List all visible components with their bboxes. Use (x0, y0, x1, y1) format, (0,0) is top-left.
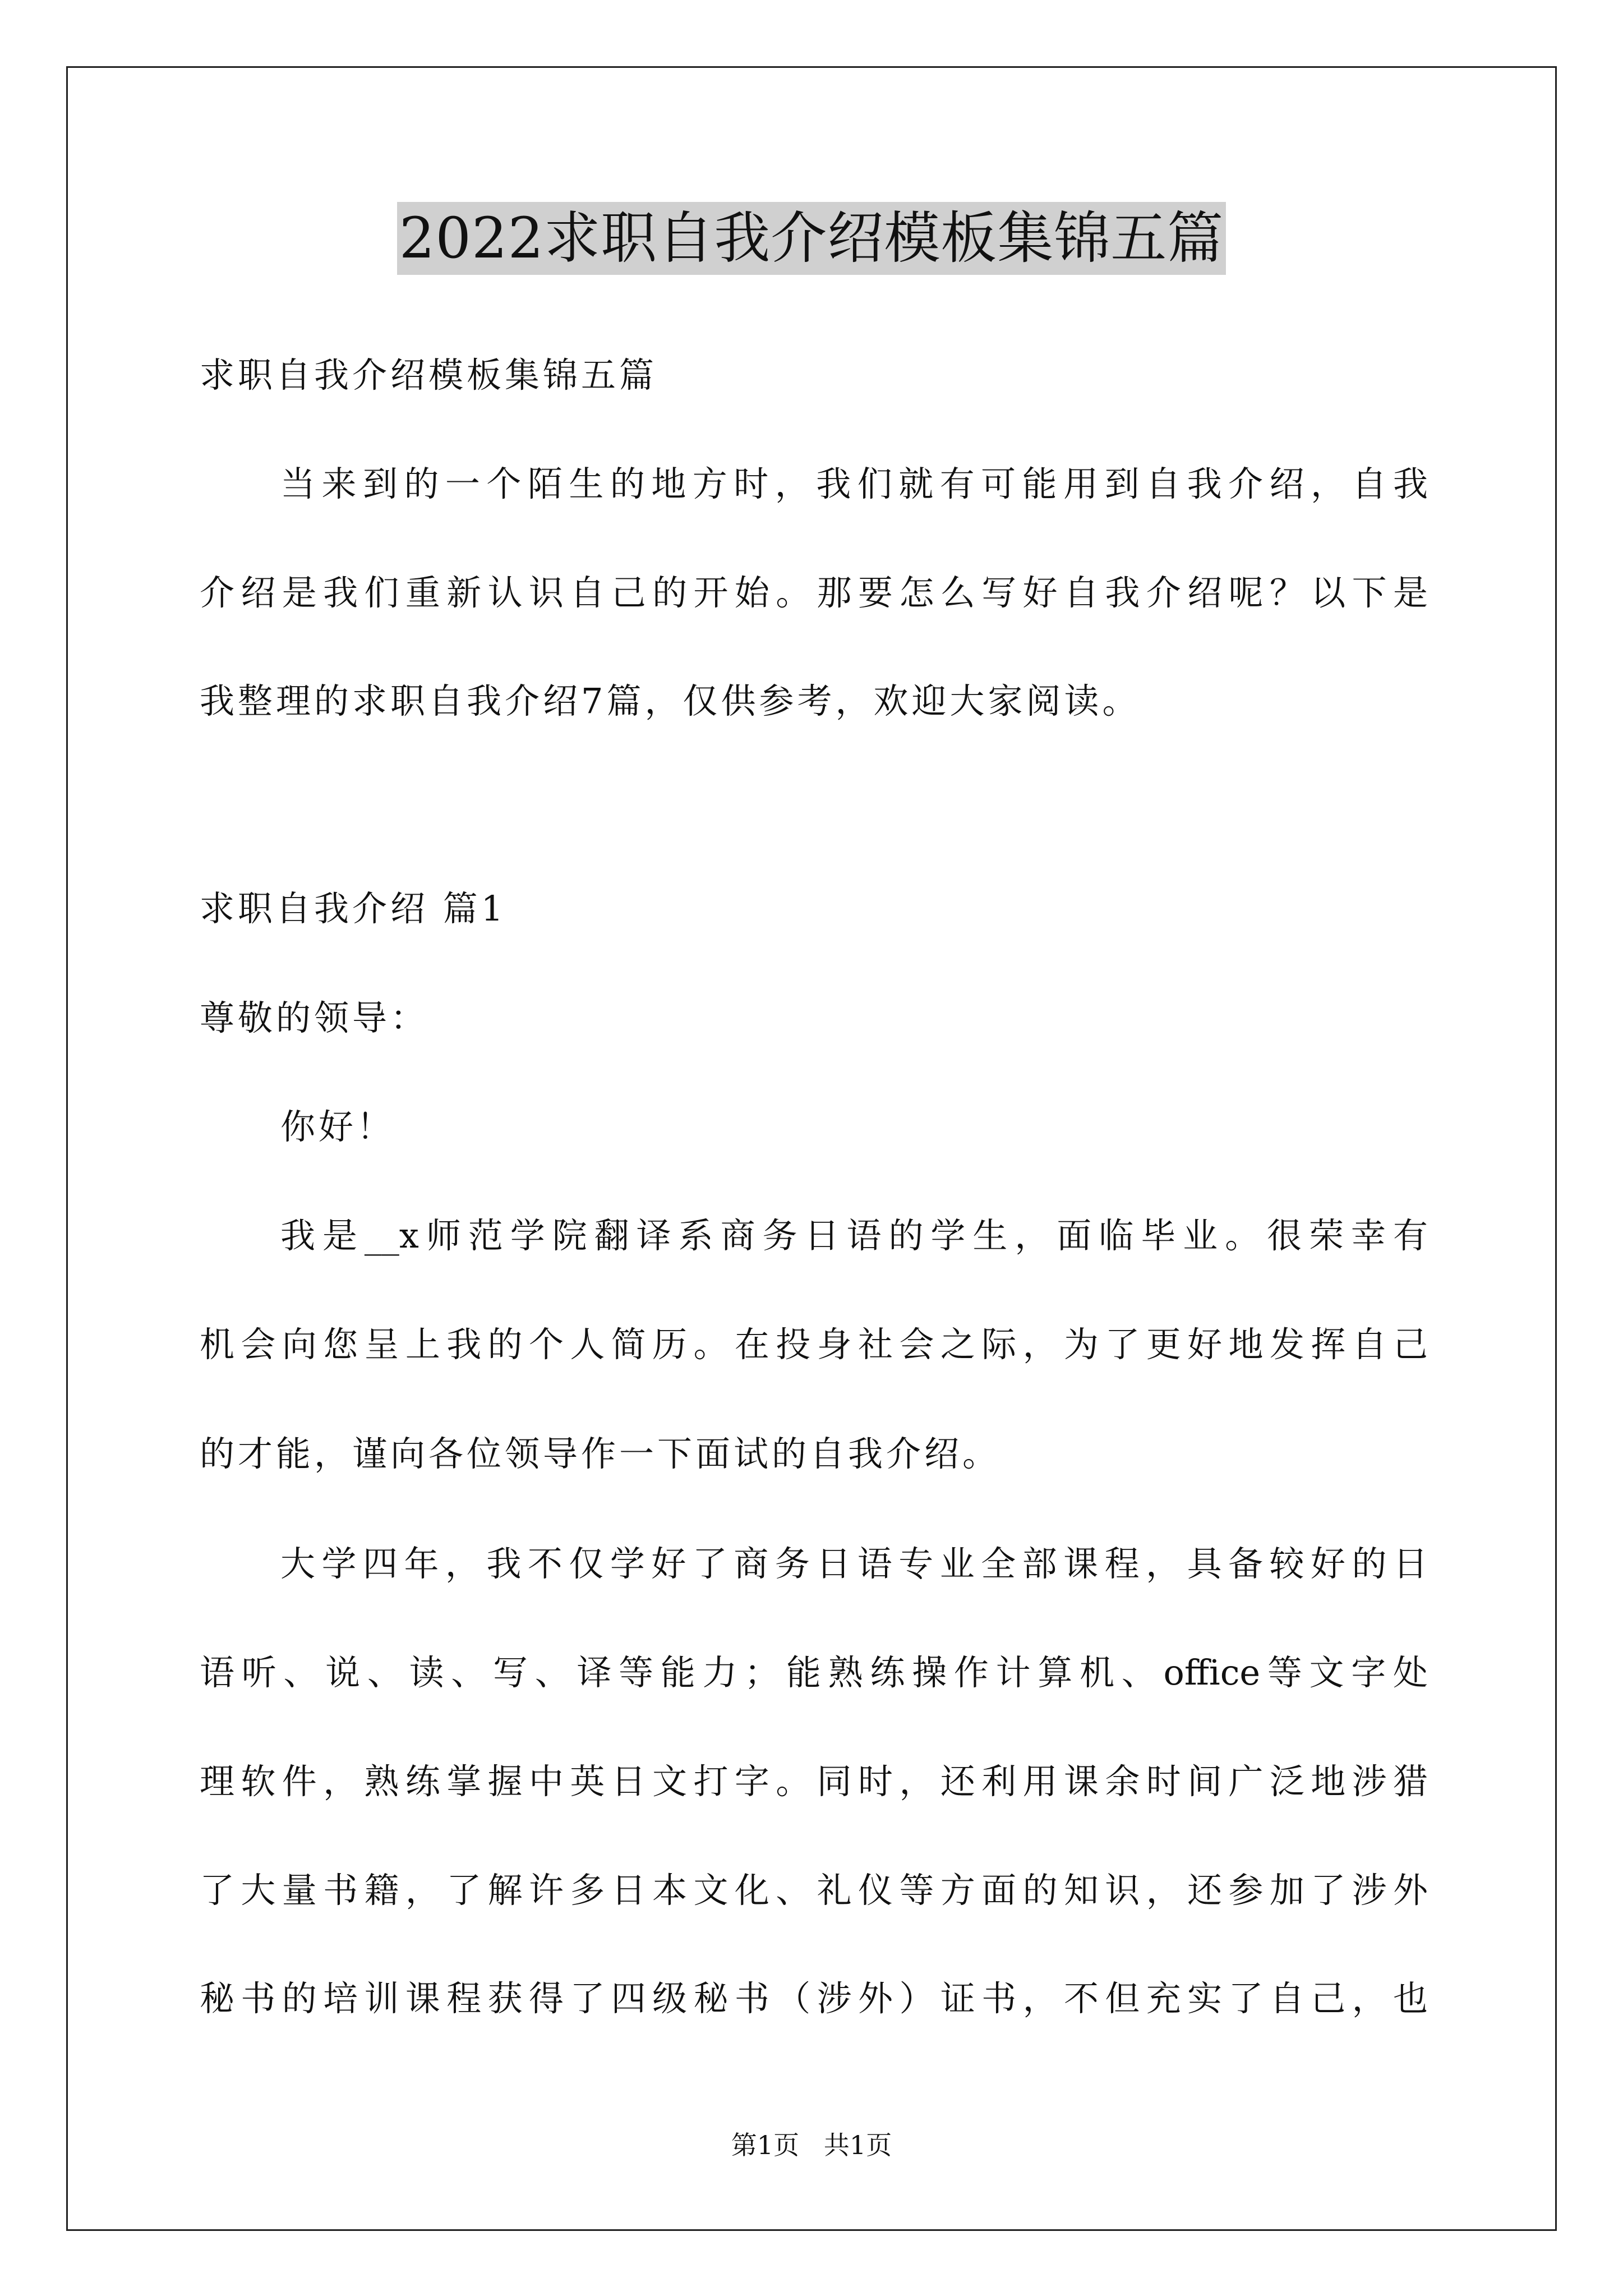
paragraph-line: 语听、说、读、写、译等能力；能熟练操作计算机、office等文字处 (200, 1652, 1428, 1693)
section-heading: 求职自我介绍 篇1 (200, 888, 507, 929)
title-container (0, 202, 1623, 275)
paragraph-line: 秘书的培训课程获得了四级秘书（涉外）证书，不但充实了自己，也 (200, 1978, 1428, 2019)
paragraph-line: 的才能，谨向各位领导作一下面试的自我介绍。 (200, 1433, 1001, 1474)
subtitle-line: 求职自我介绍模板集锦五篇 (200, 355, 658, 395)
paragraph-line: 我是__x师范学院翻译系商务日语的学生，面临毕业。很荣幸有 (280, 1215, 1428, 1256)
document-title: 2022求职自我介绍模板集锦五篇 (397, 202, 1227, 275)
paragraph-line: 大学四年，我不仅学好了商务日语专业全部课程，具备较好的日 (280, 1543, 1428, 1584)
page-footer: 第1页 共1页 (731, 2130, 892, 2160)
paragraph-line: 机会向您呈上我的个人简历。在投身社会之际，为了更好地发挥自己 (200, 1324, 1428, 1365)
greeting: 你好！ (280, 1106, 395, 1147)
paragraph-line: 了大量书籍，了解许多日本文化、礼仪等方面的知识，还参加了涉外 (200, 1870, 1428, 1911)
salutation: 尊敬的领导： (200, 997, 429, 1038)
paragraph-line: 理软件，熟练掌握中英日文打字。同时，还利用课余时间广泛地涉猎 (200, 1761, 1428, 1802)
paragraph-line: 我整理的求职自我介绍7篇，仅供参考，欢迎大家阅读。 (200, 680, 1141, 721)
paragraph-line: 介绍是我们重新认识自己的开始。那要怎么写好自我介绍呢？以下是 (200, 572, 1428, 613)
paragraph-line: 当来到的一个陌生的地方时，我们就有可能用到自我介绍，自我 (280, 463, 1428, 504)
